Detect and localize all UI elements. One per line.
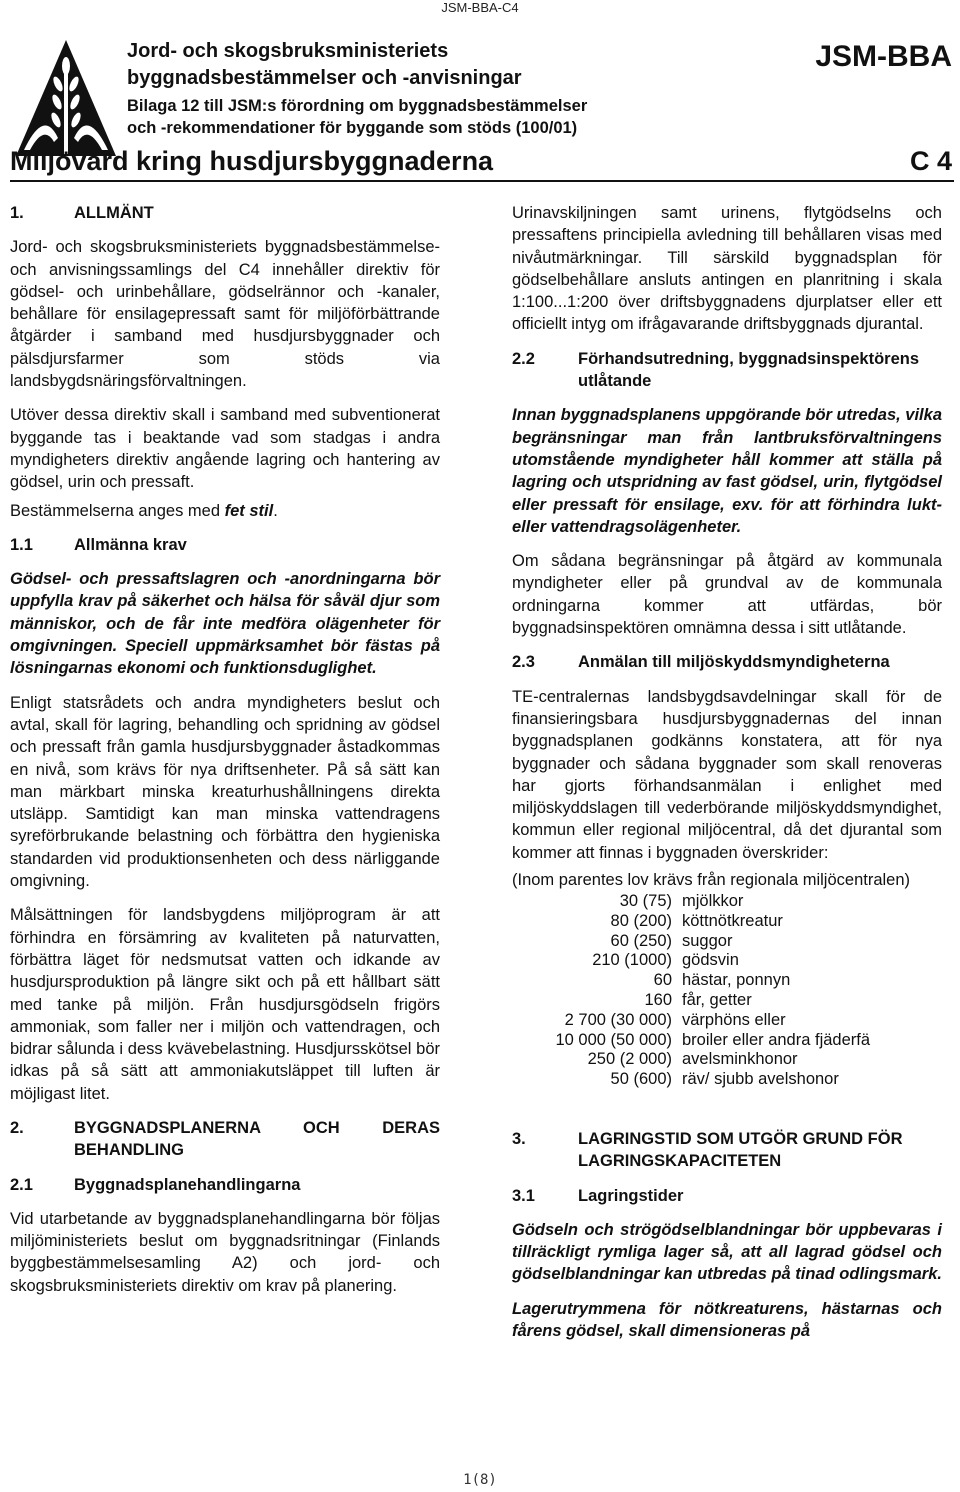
heading-3-1: 3.1 Lagringstider [512,1186,684,1205]
section-code: C 4 [909,146,952,176]
paragraph: Bestämmelserna anges med fet stil. [10,501,278,520]
paragraph: Utöver dessa direktiv skall i samband med subventionerat byggande tas i beaktande vad som stadgas i andra myndigheters direktiv angående lagring och hantering av gödsel, urin och pressaft. [10,406,440,492]
document-code: JSM-BBA [815,40,952,73]
table-row: 250 (2 000) avelsminkhonor [587,1050,798,1069]
heading-1: 1. ALLMÄNT [10,204,154,222]
animal-threshold-table [512,870,942,1090]
heading-3: 3. LAGRINGSTID SOM UTGÖR GRUND FÖR LAGRINGSKAPACITETEN [512,1129,903,1171]
left-column [10,202,440,1309]
table-row: 30 (75) mjölkkor [619,892,744,911]
page-title: Miljövård kring husdjursbyggnaderna [10,146,494,176]
regulation-paragraph: Lagerutrymmena för nötkreaturens, hästarnas och fårens gödsel, skall dimensioneras på [512,1299,942,1341]
paragraph: Om sådana begränsningar på åtgärd av kommunala myndigheter eller på grundval av de kommunala ordningarna kommer att utfärdas, bör byggnadsinspektören omnämna dessa i sitt utlåtande. [512,552,942,638]
heading-2-2: 2.2 Förhandsutredning, byggnadsinspektörens utlåtande [512,349,920,391]
paragraph: Målsättningen för landsbygdens miljöprogram är att förhindra en försämring av kvaliteten på naturvatten, förbättra läget för nedsmutsat vatten och idkande av husdjursproduktion på längre sikt och på ett hållbart sätt med tanke på miljön. Från husdjursgödseln frigörs ammoniak, som faller ner i miljön och vattendragen, och bidrar sålunda i dess kvävebelastning. Husdjursskötsel bör idkas på så sätt att ammoniakutsläppet till luften är möjligast litet. [10,906,440,1103]
header-regulations: byggnadsbestämmelser och -anvisningar [127,67,522,89]
running-header: JSM-BBA-C4 [441,0,519,15]
table-row: 50 (600) räv/ sjubb avelshonor [610,1070,839,1089]
right-column [512,202,942,1354]
paragraph: TE-centralernas landsbygdsavdelningar skall för de finansieringsbara husdjursbyggnadernas del innan byggnadsplanen godkänns konstatera, att för nya byggnader och sådana byggnader som skall renoveras har gjorts förhandsanmälan i enlighet med miljöskyddslagen till vederbörande miljöskyddsmyndighet, kommun eller regional miljöcentral, då det djurantal som kommer att finnas i byggnaden överskrider: [512,687,942,862]
table-row: 80 (200) köttnötkreatur [610,911,783,930]
heading-2-3: 2.3 Anmälan till miljöskyddsmyndigheterna [512,653,890,672]
paragraph: Enligt statsrådets och andra myndigheters beslut och avtal, skall för lagring, behandling och spridning av gödsel och pressaft från gamla husdjursbyggnader åstadkommas en nivå, som krävs för nya driftsenheter. På så sätt kan man märkbart minska kreaturhushållningens direkta utsläpp. Samtidigt kan man minska vattendragens syreförbrukande belastning och förbättra den hygieniska standarden vid produktionsenheten och dess närliggande omgivning. [10,693,440,891]
table-row: 60 (250) suggor [610,931,733,950]
heading-2: 2. BYGGNADSPLANERNA OCH DERAS BEHANDLING [10,1118,440,1160]
paragraph: Urinavskiljningen samt urinens, flytgödselns och pressaftens principiella avledning till behållaren visas med nivåutmärkningar. Till särskild byggnadsplan för gödselbehållare ansluts antingen en planritning i skala 1:100...1:200 över driftsbyggnadens djurplatser eller ett officiellt intyg om ifrågavarande driftsbyggnads djurantal. [512,204,942,334]
paragraph: Jord- och skogsbruksministeriets byggnadsbestämmelse- och anvisningssamlings del C4 innehåller direktiv för gödsel- och urinbehållare, gödselrännor och -kanaler, behållare för ensilagepressaft samt för miljöförbättrande åtgärder i samband med husdjursbyggnader och pälsdjursfarmer som stöds via landsbygdsnäringsförvaltningen. [10,238,440,391]
table-row: 2 700 (30 000) värphöns eller [564,1010,786,1029]
table-caption: (Inom parentes lov krävs från regionala miljöcentralen) [512,871,911,890]
page-number: 1(8) [463,1472,497,1488]
table-row: 160 får, getter [644,991,752,1009]
table-row: 10 000 (50 000) broiler eller andra fjäderfä [555,1030,871,1049]
header-divider [10,180,954,182]
table-row: 210 (1000) gödsvin [592,951,739,970]
header-annex: Bilaga 12 till JSM:s förordning om byggnadsbestämmelser [127,97,588,115]
heading-2-1: 2.1 Byggnadsplanehandlingarna [10,1175,301,1194]
table-row: 60 hästar, ponnyn [653,971,791,990]
paragraph: Vid utarbetande av byggnadsplanehandlingarna bör följas miljöministeriets beslut om byggnadsritningar (Finlands byggbestämmelsesamling A2) och jord- och skogsbruksministeriets direktiv om krav på planering. [10,1209,440,1295]
regulation-paragraph: Gödseln och strögödselblandningar bör uppbevaras i tillräckligt rymliga lager så, att all lagrad gödsel och gödselblandningar kan utbredas på tinad odlingsmark. [512,1220,942,1284]
wheat-emblem-icon [14,38,118,158]
header-ministry: Jord- och skogsbruksministeriets [127,40,449,62]
header-annex-cont: och -rekommendationer för byggande som stöds (100/01) [127,119,578,137]
regulation-paragraph: Gödsel- och pressaftslagren och -anordningarna bör uppfylla krav på säkerhet och hälsa för såväl djur som människor, och de får inte medföra olägenheter för omgivningen. Speciell uppmärksamhet bör fästas på lösningarnas ekonomi och funktionsduglighet. [10,570,440,678]
regulation-paragraph: Innan byggnadsplanens uppgörande bör utredas, vilka begränsningar man från lantbruksförvaltningens utomstående myndigheter håll kommer att ställa på lagring och utspridning av fast gödsel, urin, flytgödsel eller pressaft för ensilage, exv. för att förhindra lukt- eller vattendragsolägenheter. [512,406,942,536]
heading-1-1: 1.1 Allmänna krav [10,535,187,554]
